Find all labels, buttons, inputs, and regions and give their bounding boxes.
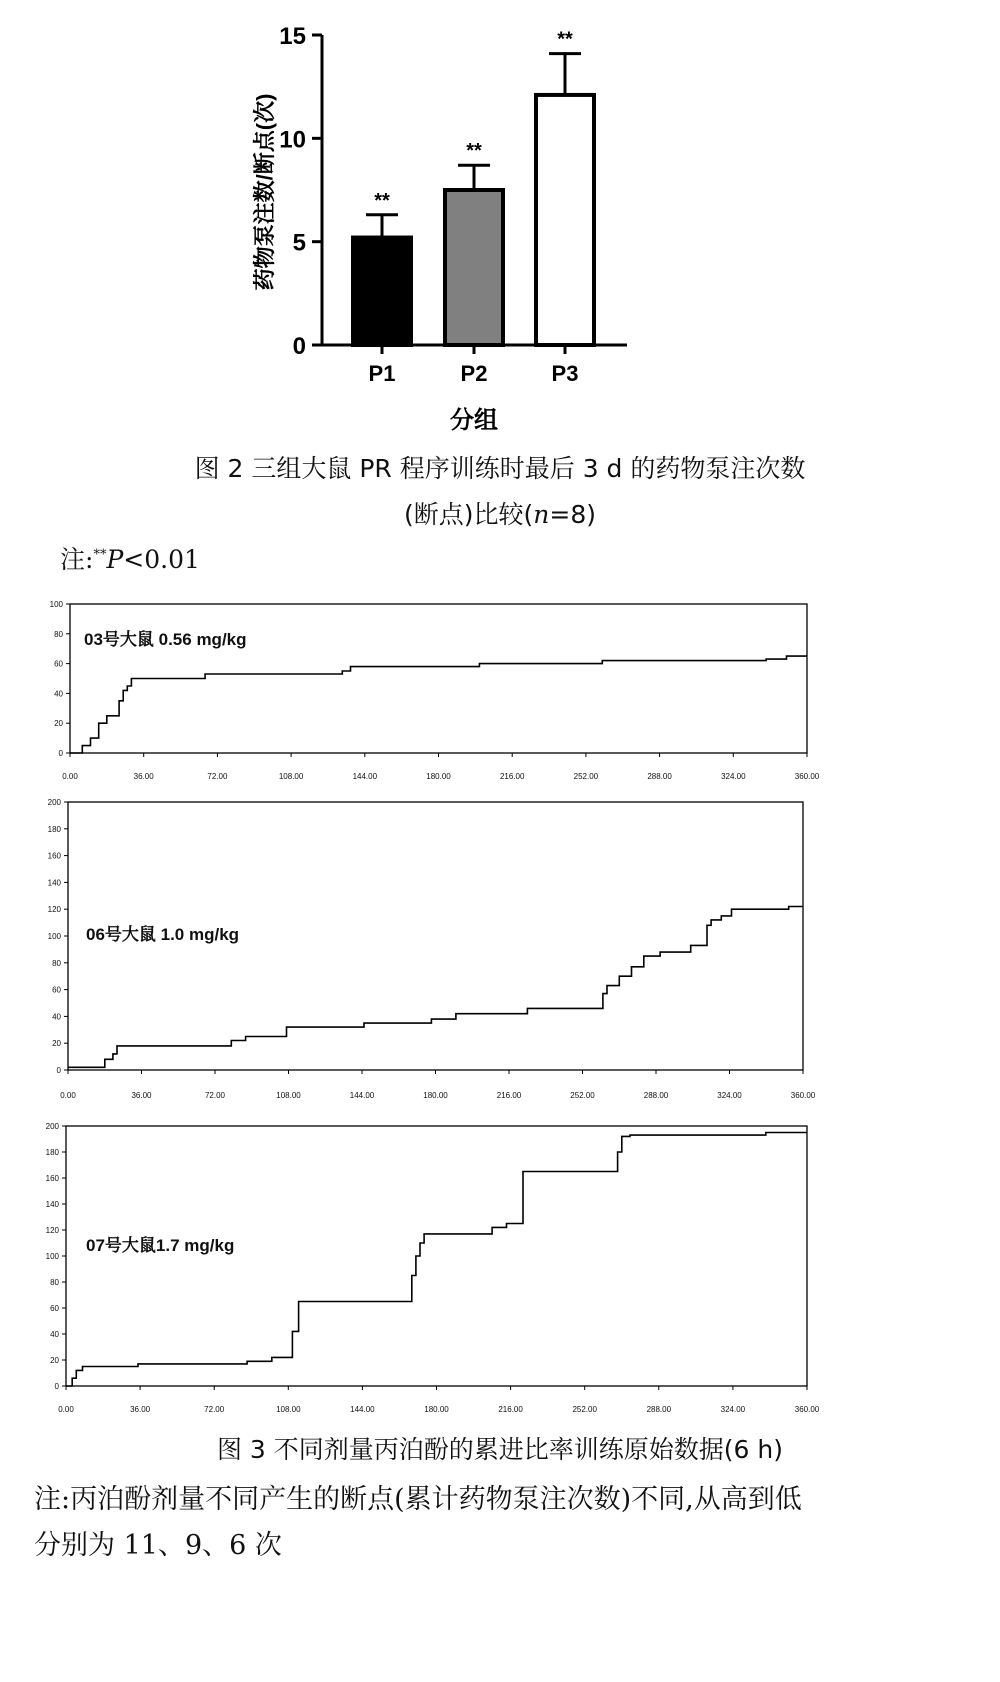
- panel-x-tick-label: 216.00: [498, 1405, 523, 1414]
- panel-x-tick-label: 360.00: [794, 1405, 820, 1414]
- panel-y-tick-label: 120: [45, 1226, 59, 1235]
- figure2-note-sup: **: [93, 547, 107, 563]
- panel-y-tick-label: 180: [45, 1148, 59, 1157]
- panel-x-tick-label: 144.00: [350, 1405, 375, 1414]
- figure2-caption-line1: 图 2 三组大鼠 PR 程序训练时最后 3 d 的药物泵注次数: [194, 454, 806, 483]
- cumulative-panel-2: [48, 798, 816, 1100]
- panel-y-tick-label: 40: [54, 689, 63, 699]
- bar-x-axis-label: 分组: [450, 407, 498, 434]
- panel-label: 03号大鼠 0.56 mg/kg: [84, 630, 247, 649]
- panel-x-tick-label: 288.00: [647, 772, 672, 781]
- panel-x-tick-label: 324.00: [720, 1405, 746, 1414]
- panel-x-tick-label: 36.00: [133, 772, 154, 781]
- panel-y-tick-label: 180: [47, 824, 61, 834]
- figure2-note: [60, 540, 200, 576]
- figure3-note-line1: 注:丙泊酚剂量不同产生的断点(累计药物泵注次数)不同,从高到低: [34, 1484, 802, 1515]
- panel-y-tick-label: 200: [45, 1122, 59, 1131]
- panel-x-tick-label: 72.00: [204, 1091, 226, 1100]
- panel-y-tick-label: 80: [50, 1278, 59, 1287]
- figure2-caption-line2-pre: (断点)比较(: [404, 500, 534, 529]
- bar-significance-label: **: [557, 28, 573, 51]
- panel-x-tick-label: 180.00: [423, 1091, 448, 1100]
- panel-y-tick-label: 20: [52, 1039, 61, 1049]
- bar-chart: [0, 0, 1000, 450]
- panel-y-tick-label: 100: [45, 1252, 59, 1261]
- panel-y-tick-label: 200: [47, 798, 61, 807]
- panel-x-tick-label: 0.00: [58, 1405, 74, 1414]
- cumulative-response-charts: [0, 590, 1000, 1430]
- bar-category-label: P1: [368, 361, 396, 386]
- panel-x-tick-label: 108.00: [278, 772, 304, 781]
- bar-category-label: P2: [460, 361, 488, 386]
- panel-x-tick-label: 288.00: [643, 1091, 669, 1100]
- bar-y-tick-label: 15: [279, 23, 306, 50]
- panel-x-tick-label: 360.00: [790, 1091, 816, 1100]
- panel-x-tick-label: 216.00: [499, 772, 525, 781]
- panel-x-tick-label: 324.00: [721, 772, 746, 781]
- panel-x-tick-label: 180.00: [424, 1405, 449, 1414]
- panel-y-tick-label: 160: [47, 851, 61, 861]
- bar-p1: [353, 238, 411, 345]
- panel-y-tick-label: 0: [58, 749, 63, 758]
- bar-y-tick-label: 0: [292, 333, 306, 360]
- bar-y-tick-label: 10: [279, 126, 306, 154]
- panel-y-tick-label: 120: [47, 905, 61, 915]
- figure3-caption: 图 3 不同剂量丙泊酚的累进比率训练原始数据(6 h): [216, 1435, 783, 1464]
- panel-x-tick-label: 72.00: [207, 772, 228, 781]
- panel-y-tick-label: 100: [49, 600, 63, 609]
- panel-x-tick-label: 288.00: [646, 1405, 672, 1414]
- panel-x-tick-label: 180.00: [426, 772, 451, 781]
- panel-y-tick-label: 160: [45, 1174, 59, 1183]
- panel-frame: [66, 1126, 807, 1386]
- bar-y-tick-label: 5: [292, 229, 306, 257]
- figure2-caption-line2: [0, 495, 1000, 531]
- panel-y-tick-label: 40: [52, 1012, 61, 1022]
- figure2-note-post: <0.01: [123, 545, 200, 574]
- bar-significance-label: **: [466, 140, 482, 163]
- panel-x-tick-label: 36.00: [131, 1091, 152, 1100]
- panel-y-tick-label: 140: [47, 878, 61, 888]
- cumulative-panel-1: [50, 600, 820, 781]
- bar-y-axis-label: 药物泵注数/断点(次): [252, 93, 277, 291]
- panel-x-tick-label: 0.00: [60, 1091, 76, 1100]
- panel-x-tick-label: 252.00: [573, 772, 599, 781]
- panel-y-tick-label: 80: [54, 629, 63, 639]
- panel-y-tick-label: 100: [47, 932, 61, 941]
- bar-p3: [536, 95, 594, 345]
- panel-x-tick-label: 108.00: [276, 1405, 301, 1414]
- panel-y-tick-label: 20: [54, 719, 63, 729]
- panel-y-tick-label: 60: [50, 1304, 59, 1313]
- figure2-note-pre: 注:: [60, 545, 94, 574]
- panel-y-tick-label: 60: [54, 659, 63, 669]
- panel-x-tick-label: 72.00: [204, 1405, 225, 1414]
- panel-y-tick-label: 60: [52, 985, 61, 995]
- panel-y-tick-label: 40: [50, 1330, 59, 1339]
- panel-y-tick-label: 80: [52, 958, 61, 968]
- bar-p2: [445, 190, 503, 345]
- panel-label: 07号大鼠1.7 mg/kg: [86, 1236, 235, 1255]
- panel-x-tick-label: 144.00: [352, 772, 378, 781]
- panel-x-tick-label: 216.00: [496, 1091, 522, 1100]
- panel-x-tick-label: 252.00: [572, 1405, 597, 1414]
- panel-y-tick-label: 0: [56, 1066, 61, 1075]
- panel-y-tick-label: 140: [45, 1200, 59, 1209]
- panel-x-tick-label: 36.00: [130, 1405, 151, 1414]
- cumulative-response-line: [70, 656, 807, 753]
- figure2-note-p: P: [106, 545, 124, 574]
- bar-significance-label: **: [374, 189, 390, 212]
- cumulative-response-line: [66, 1133, 807, 1387]
- bar-category-label: P3: [551, 361, 579, 386]
- panel-x-tick-label: 360.00: [794, 772, 820, 781]
- panel-label: 06号大鼠 1.0 mg/kg: [86, 925, 240, 944]
- panel-x-tick-label: 108.00: [276, 1091, 301, 1100]
- panel-y-tick-label: 0: [54, 1382, 59, 1391]
- panel-x-tick-label: 144.00: [349, 1091, 375, 1100]
- panel-x-tick-label: 0.00: [62, 772, 78, 781]
- panel-x-tick-label: 252.00: [570, 1091, 595, 1100]
- cumulative-panel-3: [46, 1122, 820, 1414]
- figure2-caption-line2-post: =8): [549, 500, 596, 529]
- panel-x-tick-label: 324.00: [717, 1091, 742, 1100]
- figure2-caption-n: n: [533, 500, 550, 529]
- panel-y-tick-label: 20: [50, 1356, 59, 1365]
- figure3-note-line2: 分别为 11、9、6 次: [34, 1530, 282, 1561]
